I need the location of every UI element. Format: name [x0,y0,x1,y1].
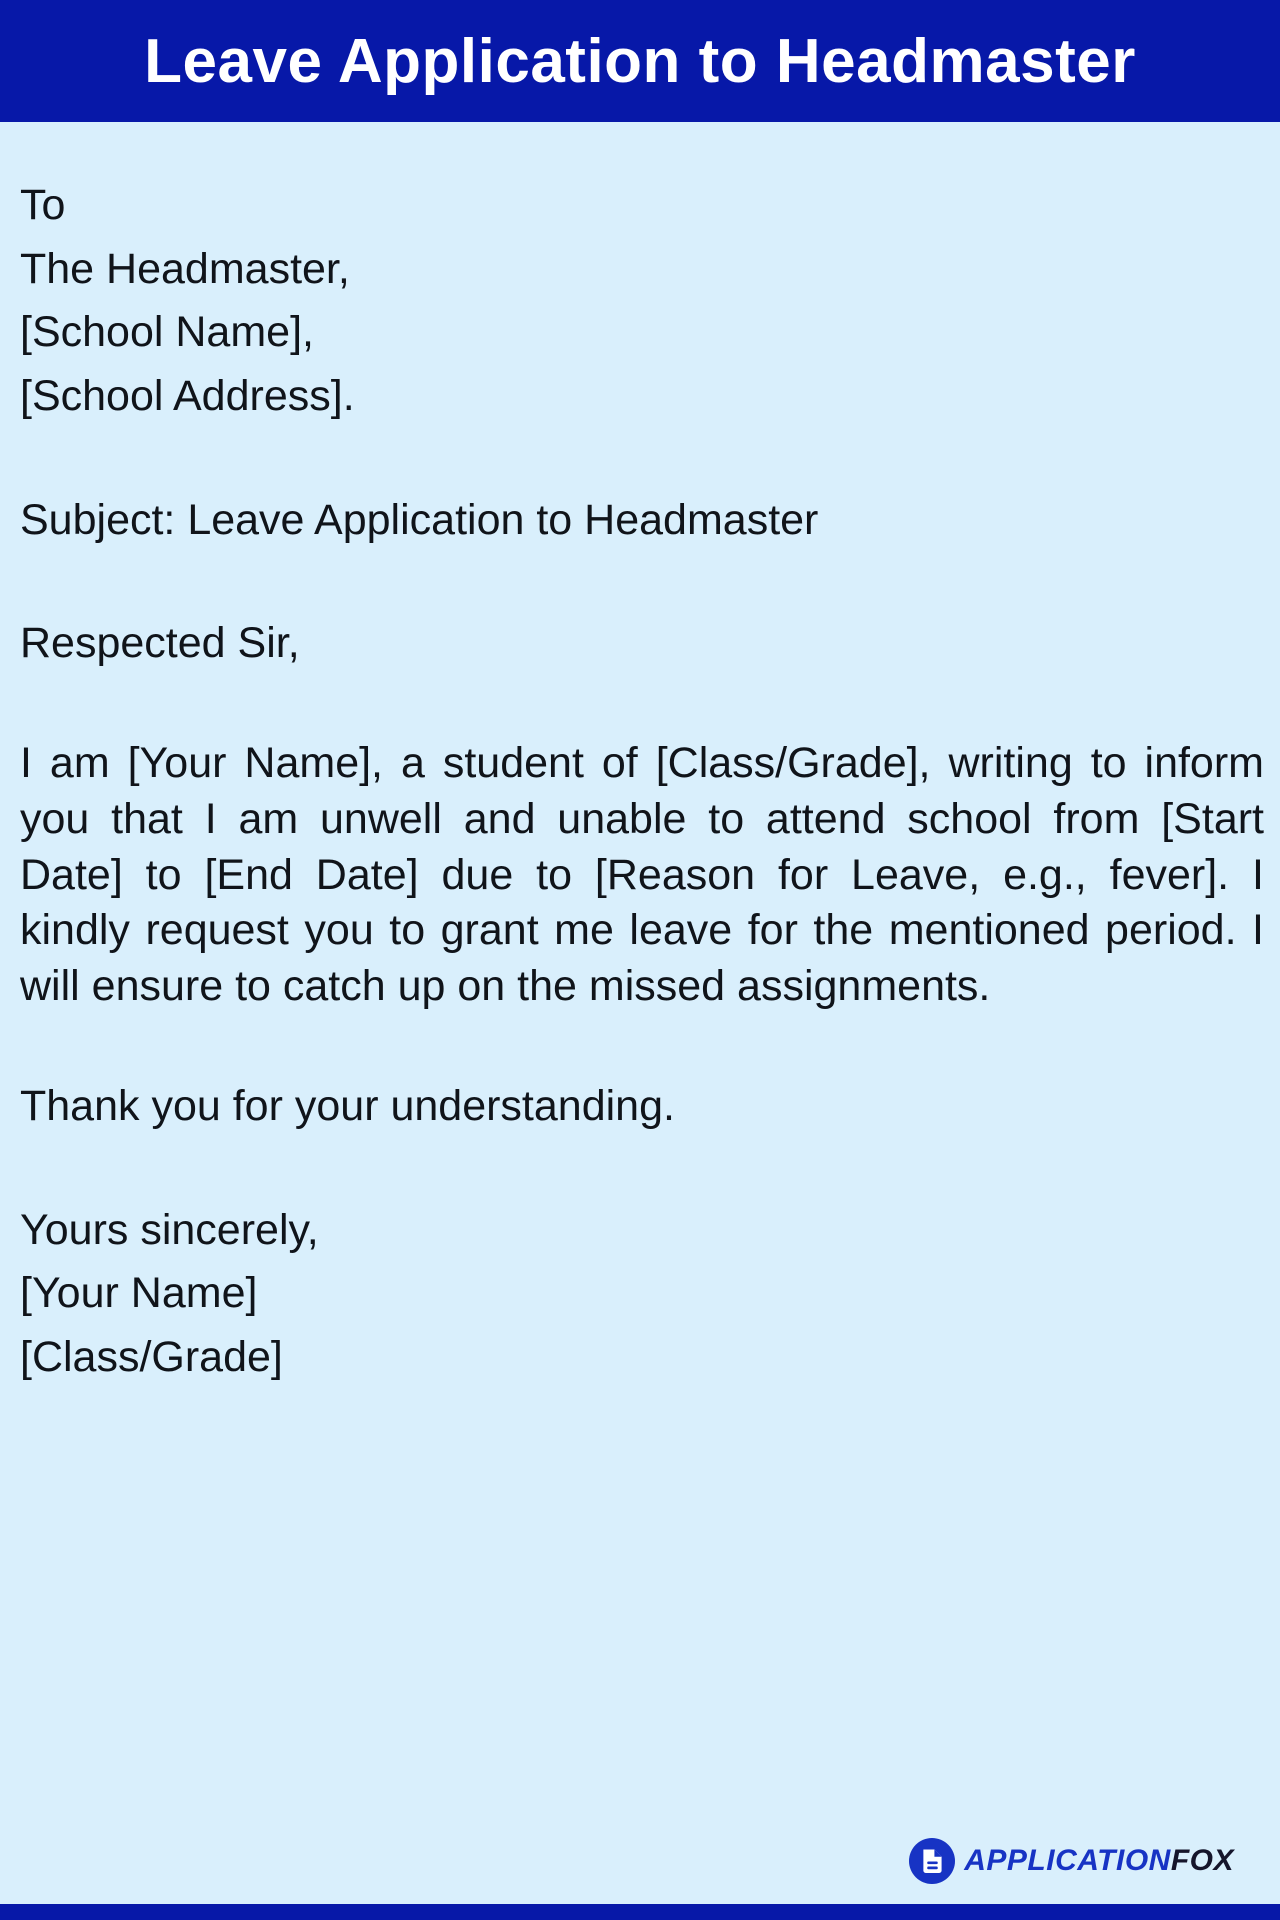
signature-line: Yours sincerely, [20,1205,319,1254]
recipient-line: [School Address]. [20,371,355,420]
brand-name [964,1844,1234,1878]
bottom-border-band [0,1904,1280,1920]
recipient-line: To [20,181,66,229]
letter-body [0,122,1280,1390]
recipient-line: The Headmaster, [20,244,350,293]
page-title: Leave Application to Headmaster [144,26,1136,96]
header-band [0,0,1280,122]
closing-line: Thank you for your understanding. [20,1082,675,1131]
document-icon [909,1838,955,1884]
brand-name-secondary: FOX [1170,1844,1234,1877]
recipient-block [20,174,1264,429]
salutation: Respected Sir, [20,619,300,668]
subject-line: Subject: Leave Application to Headmaster [20,495,819,544]
recipient-line: [School Name], [20,308,314,357]
signature-line: [Class/Grade] [20,1333,283,1382]
brand-logo [909,1838,1234,1884]
body-paragraph: I am [Your Name], a student of [Class/Grade], writing to inform you that I am unwell and unable to attend school from [Start Date] to [End Date] due to [Reason for Leave, e.g., fever]. I kindly request you to grant me leave for the mentioned period. I will ensure to catch up on the missed assignments. [20,738,1264,1011]
signature-line: [Your Name] [20,1269,258,1318]
signature-block [20,1199,1264,1390]
brand-name-primary: APPLICATION [964,1844,1171,1877]
